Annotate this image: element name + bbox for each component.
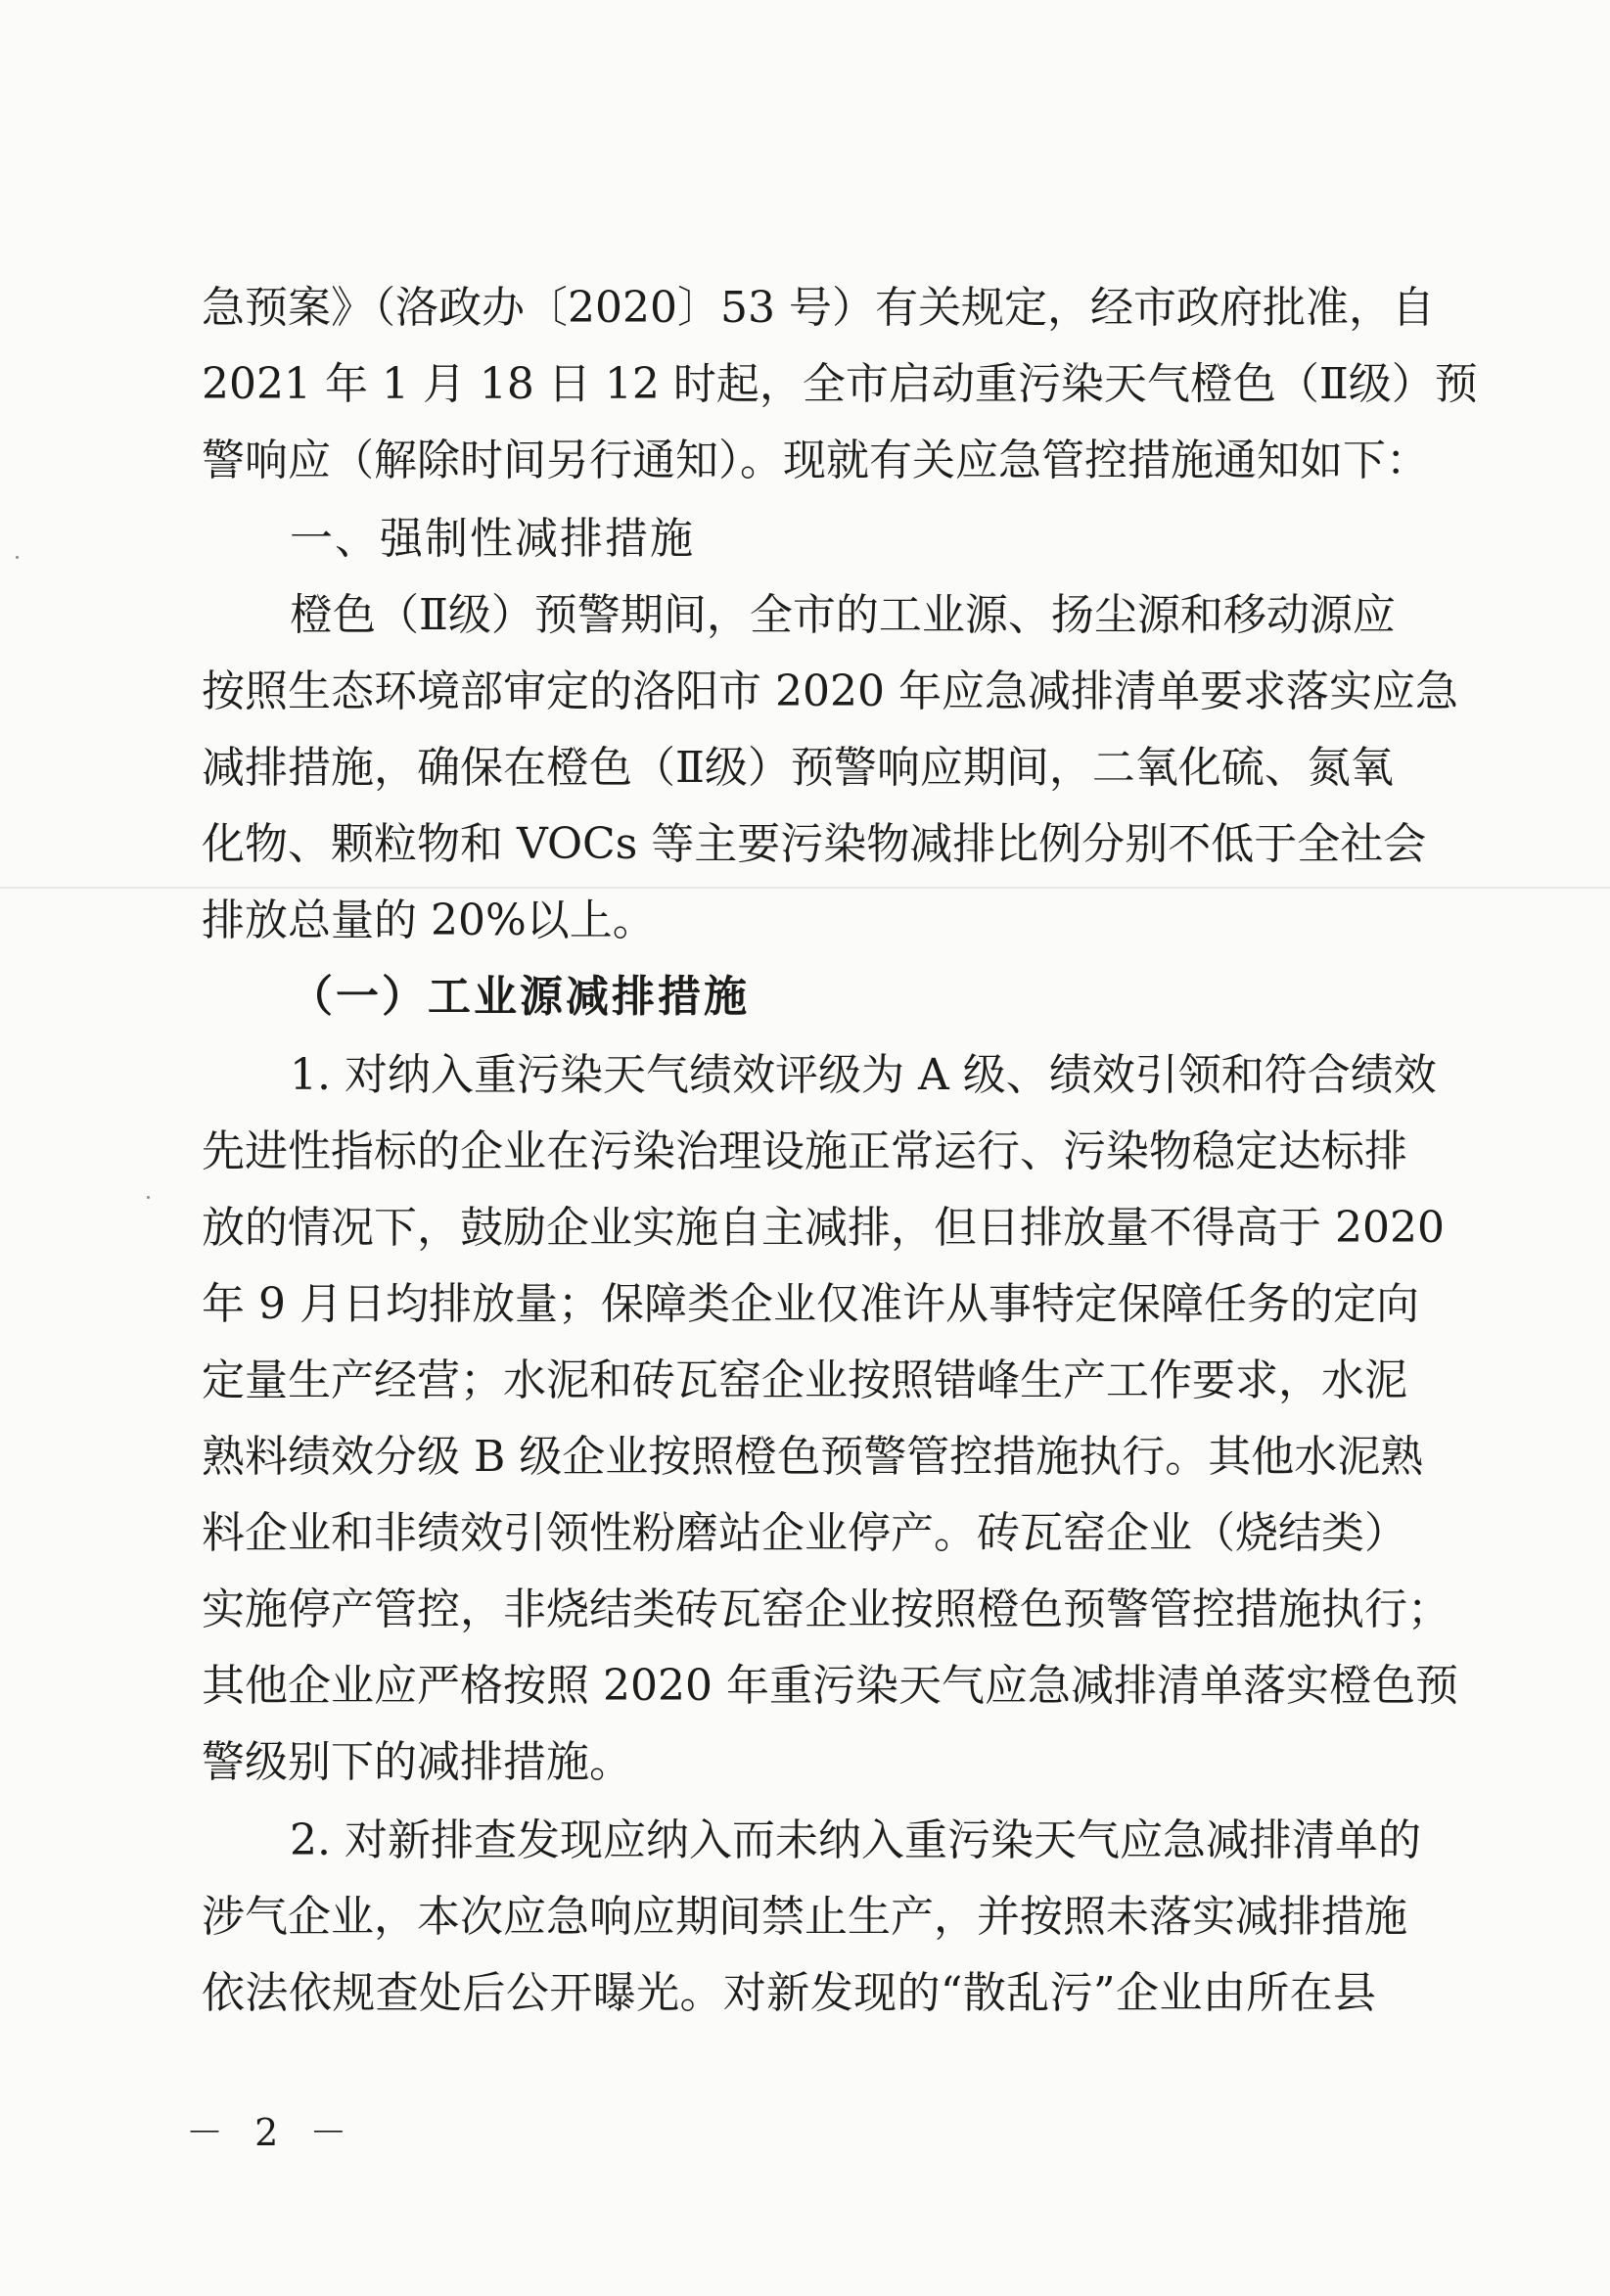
- body-line-21: 2. 对新排查发现应纳入而未纳入重污染天气应急减排清单的: [290, 1815, 1421, 1865]
- body-line-15: 定量生产经营；水泥和砖瓦窑企业按照错峰生产工作要求，水泥: [202, 1355, 1407, 1405]
- body-line-19: 其他企业应严格按照 2020 年重污染天气应急减排清单落实橙色预: [202, 1661, 1458, 1711]
- body-line-14: 年 9 月日均排放量；保障类企业仅准许从事特定保障任务的定向: [202, 1279, 1419, 1329]
- body-line-17: 料企业和非绩效引领性粉磨站企业停产。砖瓦窑企业（烧结类）: [202, 1508, 1407, 1558]
- body-line-22: 涉气企业，本次应急响应期间禁止生产，并按照未落实减排措施: [202, 1892, 1407, 1942]
- scan-speck: [16, 556, 19, 559]
- page-number: － 2 －: [186, 2111, 357, 2154]
- body-line-2: 2021 年 1 月 18 日 12 时起，全市启动重污染天气橙色（Ⅱ级）预: [202, 359, 1478, 409]
- body-line-9: 排放总量的 20%以上。: [202, 895, 656, 945]
- body-line-20: 警级别下的减排措施。: [202, 1737, 632, 1787]
- body-line-11: 1. 对纳入重污染天气绩效评级为 A 级、绩效引领和符合绩效: [290, 1050, 1437, 1100]
- section-heading: 一、强制性减排措施: [290, 514, 695, 564]
- body-line-8: 化物、颗粒物和 VOCs 等主要污染物减排比例分别不低于全社会: [202, 819, 1427, 869]
- subsection-heading: （一）工业源减排措施: [290, 972, 750, 1022]
- body-line-3: 警响应（解除时间另行通知）。现就有关应急管控措施通知如下：: [202, 436, 1429, 485]
- body-line-6: 按照生态环境部审定的洛阳市 2020 年应急减排清单要求落实应急: [202, 666, 1458, 716]
- body-line-16: 熟料绩效分级 B 级企业按照橙色预警管控措施执行。其他水泥熟: [202, 1432, 1424, 1482]
- body-line-5: 橙色（Ⅱ级）预警期间，全市的工业源、扬尘源和移动源应: [290, 590, 1396, 640]
- body-line-1: 急预案》（洛政办〔2020〕53 号）有关规定，经市政府批准，自: [202, 283, 1435, 333]
- body-line-23: 依法依规查处后公开曝光。对新发现的“散乱污”企业由所在县: [202, 1968, 1376, 2018]
- body-line-18: 实施停产管控，非烧结类砖瓦窑企业按照橙色预警管控措施执行；: [202, 1584, 1450, 1634]
- body-line-7: 减排措施，确保在橙色（Ⅱ级）预警响应期间，二氧化硫、氮氧: [202, 743, 1394, 793]
- scan-speck: [147, 1196, 150, 1199]
- body-line-12: 先进性指标的企业在污染治理设施正常运行、污染物稳定达标排: [202, 1126, 1407, 1176]
- body-line-13: 放的情况下，鼓励企业实施自主减排，但日排放量不得高于 2020: [202, 1203, 1445, 1253]
